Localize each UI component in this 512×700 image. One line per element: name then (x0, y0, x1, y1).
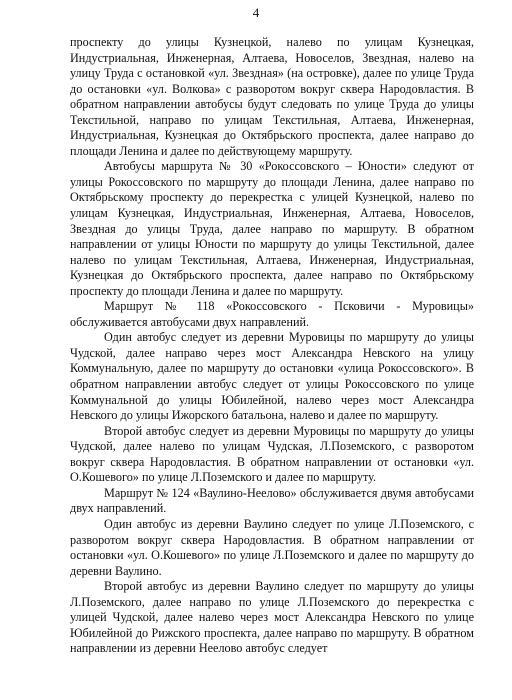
paragraph-3: Маршрут № 118 «Рокоссовского - Псковичи - Муровицы» обслуживается автобусами двух направлений. (70, 299, 474, 329)
paragraph-6: Маршрут № 124 «Ваулино-Неелово» обслуживается двумя автобусами двух направлений. (70, 485, 474, 516)
page-number: 4 (252, 5, 260, 20)
paragraph-7: Один автобус из деревни Ваулино следует по улице Л.Поземского, с разворотом вокруг сквера Народовластия. В обратном направлении от остановки «ул. О.Кошевого» по улице Л.Поземского и далее по маршруту до деревни Ваулино. (70, 516, 474, 578)
paragraph-2: Автобусы маршрута № 30 «Рокоссовского – Юности» следуют от улицы Рокоссовского по маршруту до площади Ленина, далее направо по Октябрьскому проспекту до перекрестка с улицей Кузнецкой, налево по улицам Кузнецкая, Индустриальная, Инженерная, Алтаева, Новоселов, Звездная до улицы Труда, далее направо по маршруту. В обратном направлении от улицы Юности по маршруту до улицы Текстильной, далее налево по улицам Текстильная, Алтаева, Инженерная, Индустриальная, Кузнецкая до Октябрьского проспекта, далее направо по Октябрьскому проспекту до площади Ленина и далее по маршруту. (70, 159, 474, 298)
paragraph-5: Второй автобус следует из деревни Муровицы по маршруту до улицы Чудской, далее налево по улицам Чудская, Л.Поземского, с разворотом вокруг сквера Народовластия. В обратном направлении от остановки «ул. О.Кошевого» по улице Л.Поземского и далее по маршруту. (70, 423, 474, 485)
paragraph-1: проспекту до улицы Кузнецкой, налево по улицам Кузнецкая, Индустриальная, Инженерная, Алтаева, Новоселов, Звездная, налево на улицу Труда с остановкой «ул. Звездная» (на островке), далее по улице Труда до остановки «ул. Волкова» с разворотом вокруг сквера Народовластия. В обратном направлении автобусы будут следовать по улице Труда до улицы Текстильной, направо по улицам Текстильная, Алтаева, Инженерная, Индустриальная, Кузнецкая до Октябрьского проспекта, далее направо до площади Ленина и далее по действующему маршруту. (70, 35, 474, 158)
paragraph-4: Один автобус следует из деревни Муровицы по маршруту до улицы Чудской, далее направо через мост Александра Невского на улицу Коммунальную, далее по маршруту до остановки «улица Рокоссовского». В обратном направлении автобус следует от улицы Рокоссовского по улице Коммунальной до улицы Юбилейной, налево через мост Александра Невского до улицы Ижорского батальона, налево и далее по маршруту. (70, 330, 474, 423)
document-body (70, 35, 474, 657)
paragraph-8: Второй автобус из деревни Ваулино следует по маршруту до улицы Л.Поземского, далее направо по улице Л.Поземского до перекрестка с улицей Чудской, далее налево через мост Александра Невского по улице Юбилейной до Рижского проспекта, далее направо по маршруту. В обратном направлении из деревни Неелово автобус следует (70, 579, 474, 656)
